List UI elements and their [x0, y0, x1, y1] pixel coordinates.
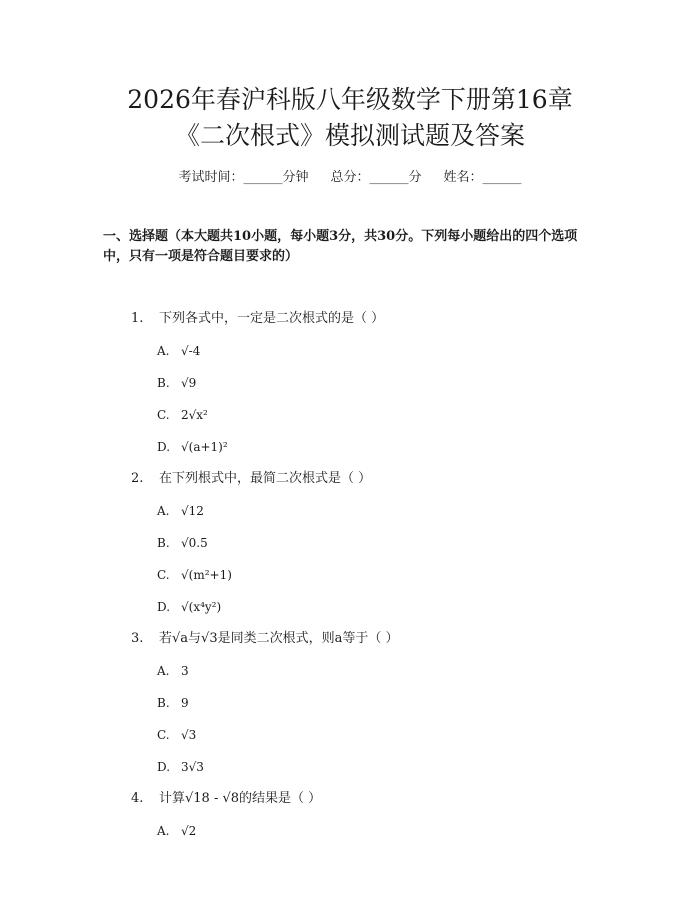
- option-label: D.: [157, 760, 171, 774]
- option-text: √-4: [181, 344, 201, 358]
- question-number: 2.: [131, 471, 144, 486]
- exam-meta: [0, 168, 700, 188]
- question-number: 4.: [131, 791, 144, 806]
- option-label: C.: [157, 408, 170, 422]
- question-2-option-a: [157, 501, 204, 521]
- option-text: 3: [181, 664, 189, 678]
- option-label: A.: [157, 664, 170, 678]
- question-1: [131, 309, 384, 329]
- option-label: B.: [157, 536, 170, 550]
- question-3-option-a: [157, 661, 189, 681]
- option-label: A.: [157, 504, 170, 518]
- question-number: 3.: [131, 631, 144, 646]
- option-text: 9: [181, 696, 189, 710]
- option-text: √2: [181, 824, 197, 838]
- question-text: 若√a与√3是同类二次根式，则a等于（ ）: [159, 631, 399, 646]
- option-text: √9: [181, 376, 197, 390]
- question-2-option-c: [157, 565, 232, 585]
- option-text: 2√x²: [181, 408, 208, 422]
- question-2-option-b: [157, 533, 208, 553]
- option-text: √(a+1)²: [181, 440, 228, 454]
- option-text: √3: [181, 728, 197, 742]
- option-label: D.: [157, 600, 171, 614]
- option-text: √(m²+1): [181, 568, 232, 582]
- option-label: B.: [157, 696, 170, 710]
- question-4-option-a: [157, 821, 196, 841]
- question-text: 下列各式中，一定是二次根式的是（ ）: [159, 311, 385, 326]
- name-field: 姓名：______: [443, 170, 522, 185]
- section-heading-multiple-choice: 一、选择题（本大题共10小题，每小题3分，共30分。下列每小题给出的四个选项中，只有一项是符合题目要求的）: [103, 229, 578, 264]
- question-3-option-c: [157, 725, 196, 745]
- question-3-option-b: [157, 693, 189, 713]
- option-label: A.: [157, 344, 170, 358]
- question-1-option-d: [157, 437, 228, 457]
- exam-time-field: 考试时间：______分钟: [178, 170, 309, 185]
- document-title-line1: 2026年春沪科版八年级数学下册第16章: [127, 85, 573, 114]
- question-text: 计算√18 - √8的结果是（ ）: [159, 791, 322, 806]
- option-text: √12: [181, 504, 204, 518]
- option-label: C.: [157, 728, 170, 742]
- document-title-line2: 《二次根式》模拟测试题及答案: [174, 121, 525, 150]
- total-score-field: 总分：______分: [330, 170, 422, 185]
- question-2-option-d: [157, 597, 221, 617]
- question-1-option-c: [157, 405, 208, 425]
- option-label: B.: [157, 376, 170, 390]
- option-label: C.: [157, 568, 170, 582]
- question-4: [131, 789, 321, 809]
- option-text: √0.5: [181, 536, 208, 550]
- question-1-option-a: [157, 341, 200, 361]
- question-2: [131, 469, 371, 489]
- question-text: 在下列根式中，最简二次根式是（ ）: [159, 471, 372, 486]
- option-text: √(x⁴y²): [181, 600, 222, 614]
- option-text: 3√3: [181, 760, 204, 774]
- option-label: D.: [157, 440, 171, 454]
- question-3-option-d: [157, 757, 204, 777]
- question-3: [131, 629, 398, 649]
- question-number: 1.: [131, 311, 144, 326]
- option-label: A.: [157, 824, 170, 838]
- question-1-option-b: [157, 373, 196, 393]
